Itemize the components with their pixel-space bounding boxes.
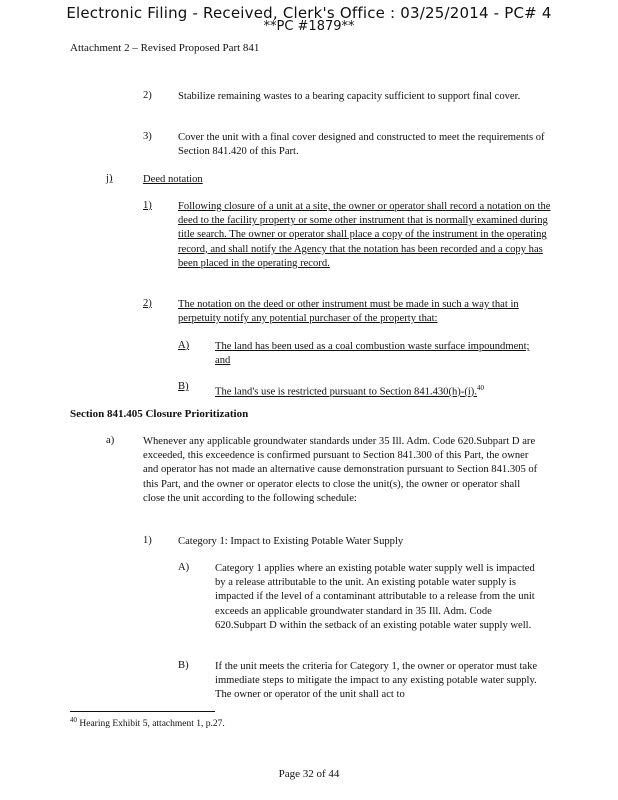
item-text: Stabilize remaining wastes to a bearing capacity sufficient to support final cover.	[178, 91, 521, 102]
item-number: 3)	[143, 131, 152, 142]
item-text: Category 1 applies where an existing potable water supply well is impacted by a release attributable to the unit. An existing potable water supply is impacted if the level of a contaminant attributable to a release from the unit exceeds an applicable groundwater standard in 35 Ill. Adm. Code 620.Subpart D within the setback of an existing potable water supply well.	[215, 563, 535, 631]
item-text: The land's use is restricted pursuant to Section 841.430(h)-(i).$^{40}$	[215, 384, 484, 398]
item-number: 2)	[143, 90, 152, 101]
item-letter: A)	[178, 562, 190, 573]
item-text: Following closure of a unit at a site, the owner or operator shall record a notation on the deed to the facility property or some other instrument that is normally examined during title search. The owner or operator shall place a copy of the instrument in the operating record, and shall notify the Agency that the notation has been recorded and a copy has been placed in the operating record.	[178, 201, 551, 269]
item-text: If the unit meets the criteria for Category 1, the owner or operator must take immediate steps to mitigate the impact to any existing potable water supply. The owner or operator of the unit shall act to	[215, 661, 538, 701]
attachment-title: Attachment 2 – Revised Proposed Part 841	[70, 42, 260, 54]
item-letter: B)	[178, 381, 189, 392]
footnote	[70, 716, 225, 729]
subsection-heading: Deed notation	[143, 174, 203, 185]
item-text: Category 1: Impact to Existing Potable Water Supply	[178, 536, 404, 547]
filing-stamp: Electronic Filing - Received, Clerk's Office : 03/25/2014 - PC# 4	[66, 4, 552, 22]
item-text: Cover the unit with a final cover designed and constructed to meet the requirements of Section 841.420 of this Part.	[178, 132, 545, 158]
item-text: The notation on the deed or other instrument must be made in such a way that in perpetuity notify any potential purchaser of the property that:	[178, 299, 519, 325]
page-number: Page 32 of 44	[278, 768, 340, 780]
pc-number: **PC #1879**	[263, 19, 355, 34]
item-letter: B)	[178, 660, 189, 671]
footnote-divider	[70, 711, 215, 712]
subsection-letter: j)	[106, 173, 113, 184]
footnote-text: Hearing Exhibit 5, attachment 1, p.27.	[79, 719, 225, 730]
section-title: Section 841.405 Closure Prioritization	[70, 408, 249, 420]
item-number: 1)	[143, 200, 152, 211]
item-letter: A)	[178, 340, 190, 351]
subsection-text: Whenever any applicable groundwater standards under 35 Ill. Adm. Code 620.Subpart D are exceeded, this exceedence is confirmed pursuant to Section 841.300 of this Part, the owner and operator has not made an alternative cause demonstration pursuant to Section 841.305 of this Part, and the owner or operator elects to close the unit(s), the owner or operator shall close the unit according to the following schedule:	[143, 436, 538, 504]
item-number: 1)	[143, 535, 152, 546]
footnote-number: 40	[70, 716, 77, 724]
item-text: The land has been used as a coal combustion waste surface impoundment; and	[215, 341, 530, 367]
item-number: 2)	[143, 298, 152, 309]
subsection-letter: a)	[106, 435, 115, 446]
footnote-ref: 40	[476, 384, 484, 392]
